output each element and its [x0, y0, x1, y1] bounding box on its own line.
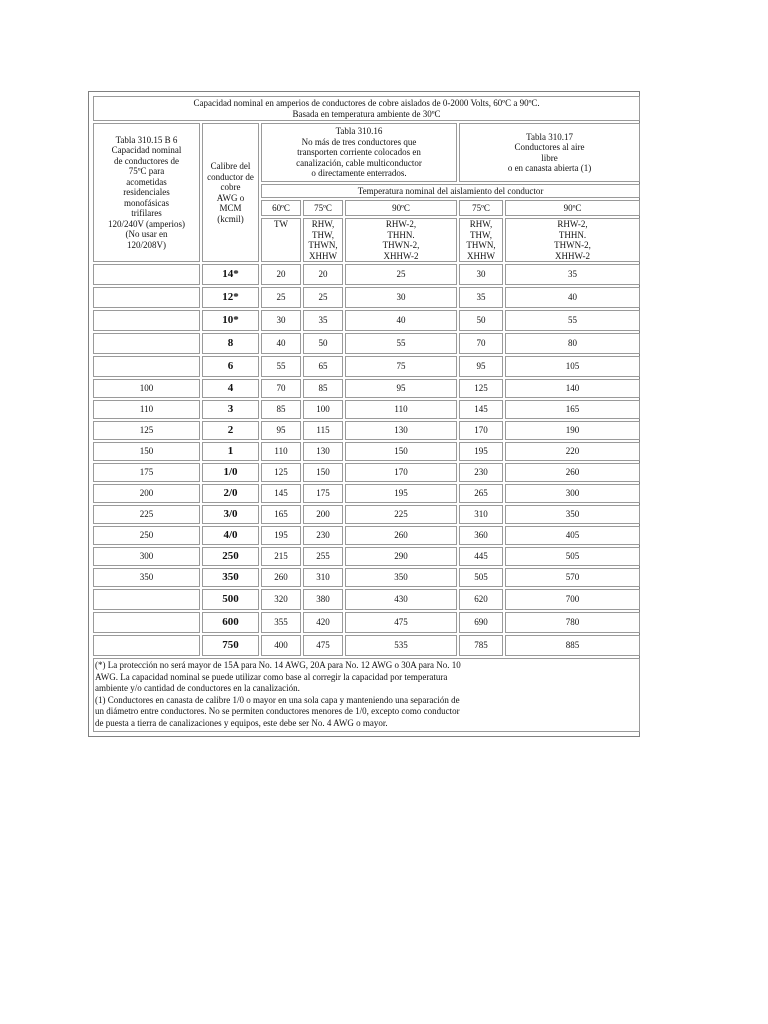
ampacity-cell: 30 — [459, 264, 503, 285]
temp-90c-air: 90ºC — [505, 200, 640, 216]
footnote-line: (1) Conductores en canasta de calibre 1/0 o mayor en una sola capa y manteniendo una separación de — [95, 694, 460, 705]
footnote-line: AWG. La capacidad nominal se puede utilizar como base al corregir la capacidad por temperatura — [95, 671, 448, 682]
table-row — [93, 421, 640, 440]
ampacity-cell: 300 — [505, 484, 640, 503]
temperature-label: Temperatura nominal del aislamiento del conductor — [261, 184, 640, 198]
col-b-line: cobre — [220, 182, 241, 192]
footnotes — [93, 658, 640, 732]
residential-ampacity-cell: 200 — [93, 484, 200, 503]
ampacity-cell: 215 — [261, 547, 301, 566]
ampacity-cell: 780 — [505, 612, 640, 633]
table-row — [93, 333, 640, 354]
insulation-type — [459, 218, 503, 262]
title-line-2: Basada en temperatura ambiente de 30ºC — [292, 108, 441, 119]
ampacity-cell: 65 — [303, 356, 343, 377]
ampacity-cell: 105 — [505, 356, 640, 377]
ampacity-cell: 265 — [459, 484, 503, 503]
type-line: XHHW-2 — [555, 250, 591, 261]
type-line: RHW, — [469, 219, 493, 229]
residential-ampacity-cell — [93, 356, 200, 377]
ampacity-cell: 225 — [345, 505, 457, 524]
residential-ampacity-cell: 350 — [93, 568, 200, 587]
ampacity-cell: 40 — [505, 287, 640, 308]
col-a-line: acometidas — [126, 176, 167, 187]
gauge-cell: 3 — [202, 400, 259, 419]
t16-line: transporten corriente colocados en — [297, 147, 421, 158]
gauge-column-header — [202, 123, 259, 262]
insulation-type — [303, 218, 343, 262]
table-row — [93, 356, 640, 377]
ampacity-cell: 55 — [505, 310, 640, 331]
ampacity-cell: 165 — [505, 400, 640, 419]
ampacity-cell: 40 — [345, 310, 457, 331]
ampacity-cell: 190 — [505, 421, 640, 440]
type-line: THWN, — [466, 240, 496, 250]
ampacity-cell: 355 — [261, 612, 301, 633]
ampacity-cell: 95 — [459, 356, 503, 377]
ampacity-cell: 260 — [345, 526, 457, 545]
residential-ampacity-cell: 250 — [93, 526, 200, 545]
ampacity-cell: 130 — [303, 442, 343, 461]
ampacity-cell: 150 — [345, 442, 457, 461]
ampacity-cell: 400 — [261, 635, 301, 656]
t17-line: Tabla 310.17 — [526, 131, 573, 142]
gauge-cell: 12* — [202, 287, 259, 308]
ampacity-cell: 230 — [303, 526, 343, 545]
gauge-cell: 14* — [202, 264, 259, 285]
ampacity-cell: 70 — [459, 333, 503, 354]
ampacity-cell: 885 — [505, 635, 640, 656]
gauge-cell: 8 — [202, 333, 259, 354]
type-line: THWN, — [308, 240, 338, 250]
col-a-line: 75ºC para — [128, 166, 165, 177]
type-line: THWN-2, — [554, 240, 591, 250]
table-row — [93, 463, 640, 482]
ampacity-cell: 620 — [459, 589, 503, 610]
ampacity-cell: 175 — [303, 484, 343, 503]
residential-ampacity-cell — [93, 287, 200, 308]
type-line: THHN. — [387, 229, 415, 240]
ampacity-cell: 125 — [261, 463, 301, 482]
residential-ampacity-cell: 225 — [93, 505, 200, 524]
type-line: RHW-2, — [385, 219, 417, 229]
type-line: THW, — [312, 229, 334, 240]
ampacity-cell: 255 — [303, 547, 343, 566]
ampacity-cell: 145 — [261, 484, 301, 503]
insulation-type — [261, 218, 301, 262]
ampacity-cell: 350 — [345, 568, 457, 587]
temp-75c-air: 75ºC — [459, 200, 503, 216]
table-row — [93, 505, 640, 524]
ampacity-cell: 30 — [261, 310, 301, 331]
gauge-cell: 4/0 — [202, 526, 259, 545]
t16-line: Tabla 310.16 — [335, 126, 383, 137]
ampacity-cell: 290 — [345, 547, 457, 566]
gauge-cell: 4 — [202, 379, 259, 398]
ampacity-cell: 260 — [505, 463, 640, 482]
t16-line: No más de tres conductores que — [301, 136, 417, 147]
col-a-line: residenciales — [123, 187, 170, 198]
t16-line: canalización, cable multiconductor — [296, 157, 422, 168]
col-b-line: Calibre del — [210, 161, 251, 171]
table-310-16-header — [261, 123, 457, 182]
table-row — [93, 635, 640, 656]
ampacity-cell: 420 — [303, 612, 343, 633]
col-b-line: MCM — [219, 203, 242, 213]
ampacity-cell: 110 — [345, 400, 457, 419]
ampacity-cell: 95 — [345, 379, 457, 398]
col-a-line: 120/240V (amperios) — [107, 218, 186, 229]
residential-ampacity-cell: 100 — [93, 379, 200, 398]
ampacity-cell: 260 — [261, 568, 301, 587]
table-row — [93, 264, 640, 285]
t16-line: o directamente enterrados. — [311, 168, 407, 179]
col-a-line: trifilares — [131, 208, 162, 219]
residential-ampacity-cell: 300 — [93, 547, 200, 566]
ampacity-cell: 25 — [303, 287, 343, 308]
table-row — [93, 484, 640, 503]
ampacity-cell: 690 — [459, 612, 503, 633]
ampacity-cell: 40 — [261, 333, 301, 354]
ampacity-cell: 165 — [261, 505, 301, 524]
gauge-cell: 250 — [202, 547, 259, 566]
residential-ampacity-cell — [93, 612, 200, 633]
residential-ampacity-cell — [93, 635, 200, 656]
ampacity-cell: 125 — [459, 379, 503, 398]
gauge-cell: 2/0 — [202, 484, 259, 503]
ampacity-cell: 195 — [345, 484, 457, 503]
footnote-line: ambiente y/o cantidad de conductores en la canalización. — [95, 683, 300, 693]
ampacity-cell: 405 — [505, 526, 640, 545]
residential-ampacity-cell: 150 — [93, 442, 200, 461]
ampacity-cell: 230 — [459, 463, 503, 482]
table-row — [93, 310, 640, 331]
table-310-17-header — [459, 123, 640, 182]
ampacity-cell: 130 — [345, 421, 457, 440]
temp-75c: 75ºC — [303, 200, 343, 216]
t17-line: libre — [541, 152, 558, 163]
residential-table-header — [93, 123, 200, 262]
ampacity-cell: 95 — [261, 421, 301, 440]
table-row — [93, 612, 640, 633]
ampacity-cell: 310 — [303, 568, 343, 587]
col-b-line: AWG o — [216, 192, 245, 203]
ampacity-cell: 50 — [459, 310, 503, 331]
table-row — [93, 526, 640, 545]
type-line: THHN. — [558, 229, 587, 240]
residential-ampacity-cell: 175 — [93, 463, 200, 482]
ampacity-cell: 195 — [261, 526, 301, 545]
ampacity-cell: 220 — [505, 442, 640, 461]
t17-line: o en canasta abierta (1) — [507, 163, 592, 173]
ampacity-cell: 195 — [459, 442, 503, 461]
table-row — [93, 379, 640, 398]
ampacity-cell: 55 — [345, 333, 457, 354]
ampacity-cell: 360 — [459, 526, 503, 545]
ampacity-cell: 170 — [345, 463, 457, 482]
table-row — [93, 547, 640, 566]
col-a-line: Capacidad nominal — [111, 145, 182, 156]
ampacity-cell: 310 — [459, 505, 503, 524]
gauge-cell: 10* — [202, 310, 259, 331]
ampacity-cell: 20 — [303, 264, 343, 285]
ampacity-cell: 35 — [505, 264, 640, 285]
ampacity-cell: 350 — [505, 505, 640, 524]
ampacity-cell: 570 — [505, 568, 640, 587]
gauge-cell: 750 — [202, 635, 259, 656]
ampacity-cell: 505 — [459, 568, 503, 587]
residential-ampacity-cell — [93, 589, 200, 610]
ampacity-cell: 85 — [261, 400, 301, 419]
ampacity-cell: 140 — [505, 379, 640, 398]
gauge-cell: 1 — [202, 442, 259, 461]
insulation-type — [505, 218, 640, 262]
ampacity-cell: 25 — [261, 287, 301, 308]
ampacity-cell: 35 — [459, 287, 503, 308]
ampacity-cell: 475 — [303, 635, 343, 656]
ampacity-cell: 70 — [261, 379, 301, 398]
residential-ampacity-cell — [93, 264, 200, 285]
ampacity-cell: 110 — [261, 442, 301, 461]
ampacity-cell: 145 — [459, 400, 503, 419]
insulation-type — [345, 218, 457, 262]
residential-ampacity-cell — [93, 310, 200, 331]
ampacity-cell: 535 — [345, 635, 457, 656]
table-row — [93, 442, 640, 461]
ampacity-cell: 170 — [459, 421, 503, 440]
ampacity-cell: 80 — [505, 333, 640, 354]
ampacity-cell: 380 — [303, 589, 343, 610]
type-line: XHHW-2 — [383, 250, 419, 261]
type-line: XHHW — [467, 250, 495, 261]
ampacity-cell: 115 — [303, 421, 343, 440]
ampacity-table-frame — [88, 91, 640, 737]
ampacity-cell: 430 — [345, 589, 457, 610]
ampacity-cell: 55 — [261, 356, 301, 377]
ampacity-cell: 475 — [345, 612, 457, 633]
ampacity-cell: 320 — [261, 589, 301, 610]
col-b-line: (kcmil) — [217, 213, 244, 224]
ampacity-cell: 200 — [303, 505, 343, 524]
residential-ampacity-cell: 125 — [93, 421, 200, 440]
col-a-line: de conductores de — [114, 155, 179, 166]
footnote-line: de puesta a tierra de canalizaciones y equipos, este debe ser No. 4 AWG o mayor. — [95, 717, 388, 728]
title-line-1: Capacidad nominal en amperios de conductores de cobre aislados de 0-2000 Volts, 60ºC a 90ºC. — [193, 98, 540, 108]
col-a-line: 120/208V) — [127, 239, 166, 250]
table-title — [93, 96, 640, 121]
gauge-cell: 6 — [202, 356, 259, 377]
type-line: RHW-2, — [557, 219, 588, 229]
gauge-cell: 2 — [202, 421, 259, 440]
table-row — [93, 568, 640, 587]
ampacity-cell: 50 — [303, 333, 343, 354]
table-row — [93, 589, 640, 610]
gauge-cell: 600 — [202, 612, 259, 633]
ampacity-cell: 85 — [303, 379, 343, 398]
col-b-line: conductor de — [207, 171, 254, 182]
ampacity-cell: 35 — [303, 310, 343, 331]
table-body — [93, 264, 640, 656]
col-a-line: (No usar en — [125, 229, 168, 240]
ampacity-cell: 700 — [505, 589, 640, 610]
ampacity-cell: 30 — [345, 287, 457, 308]
footnote-line: un diámetro entre conductores. No se permiten conductores menores de 1/0, excepto como conductor — [95, 706, 460, 716]
type-line: XHHW — [309, 250, 337, 261]
table-row — [93, 400, 640, 419]
ampacity-cell: 20 — [261, 264, 301, 285]
t17-line: Conductores al aire — [514, 142, 585, 152]
col-a-line: Tabla 310.15 B 6 — [115, 134, 178, 145]
residential-ampacity-cell — [93, 333, 200, 354]
type-line: RHW, — [311, 219, 335, 229]
footnote-line: (*) La protección no será mayor de 15A para No. 14 AWG, 20A para No. 12 AWG o 30A para No. 10 — [95, 660, 461, 670]
type-line: TW — [274, 219, 288, 229]
ampacity-cell: 505 — [505, 547, 640, 566]
type-line: THW, — [470, 229, 492, 240]
ampacity-cell: 75 — [345, 356, 457, 377]
gauge-cell: 350 — [202, 568, 259, 587]
ampacity-cell: 100 — [303, 400, 343, 419]
gauge-cell: 500 — [202, 589, 259, 610]
ampacity-cell: 785 — [459, 635, 503, 656]
temp-60c: 60ºC — [261, 200, 301, 216]
gauge-cell: 3/0 — [202, 505, 259, 524]
ampacity-table — [91, 94, 642, 734]
ampacity-cell: 445 — [459, 547, 503, 566]
temp-90c: 90ºC — [345, 200, 457, 216]
gauge-cell: 1/0 — [202, 463, 259, 482]
residential-ampacity-cell: 110 — [93, 400, 200, 419]
ampacity-cell: 25 — [345, 264, 457, 285]
type-line: THWN-2, — [382, 240, 420, 250]
ampacity-cell: 150 — [303, 463, 343, 482]
table-row — [93, 287, 640, 308]
col-a-line: monofásicas — [124, 197, 169, 208]
